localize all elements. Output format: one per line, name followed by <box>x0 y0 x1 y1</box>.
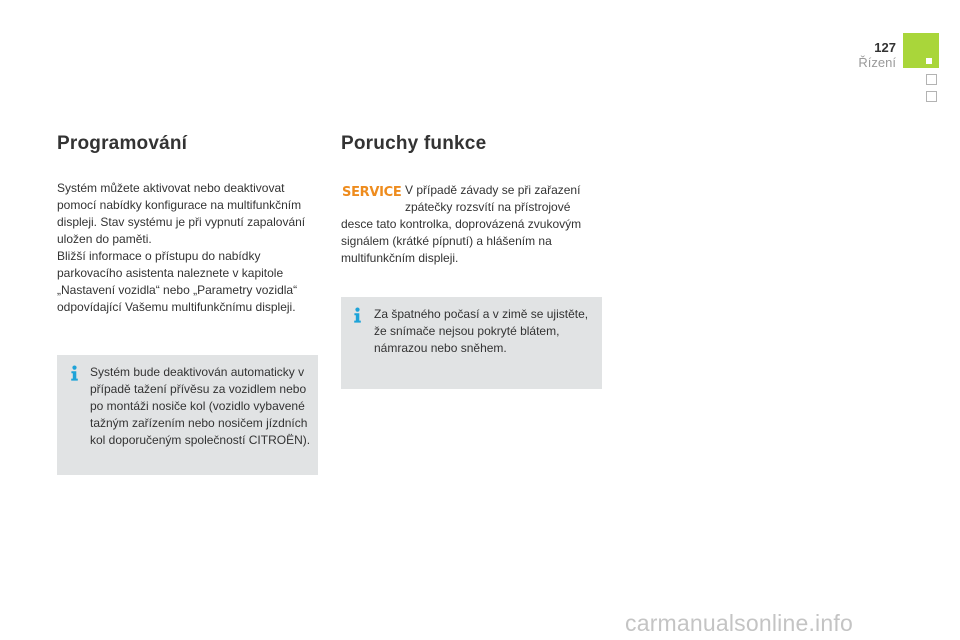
left-body-text <box>57 180 322 316</box>
chapter-tab-active <box>903 33 939 68</box>
info-note-left <box>57 355 318 475</box>
section-label: Řízení <box>858 55 896 70</box>
info-icon <box>68 365 81 381</box>
right-paragraph-rest: desce tato kontrolka, doprovázená zvukovým signálem (krátké pípnutí) a hlášením na multifunkčním displeji. <box>341 217 582 265</box>
heading-programovani: Programování <box>57 133 188 154</box>
page-number: 127 <box>874 40 896 55</box>
chapter-tab-box-1 <box>926 74 937 85</box>
watermark-link[interactable]: carmanualsonline.info <box>625 610 853 636</box>
left-paragraph-2: Bližší informace o přístupu do nabídky parkovacího asistenta naleznete v kapitole „Nastavení vozidla“ nebo „Parametry vozidla“ odpovídající Vašemu multifunkčnímu displeji. <box>57 249 298 314</box>
service-warning-icon: SERVICE <box>342 185 402 200</box>
chapter-tab-box-2 <box>926 91 937 102</box>
info-note-right-text: Za špatného počasí a v zimě se ujistěte, že snímače nejsou pokryté blátem, námrazou nebo sněhem. <box>374 307 589 355</box>
info-icon <box>351 307 364 323</box>
right-paragraph-first: V případě závady se při zařazení zpátečky rozsvítí na přístrojové <box>405 183 581 214</box>
heading-poruchy-funkce: Poruchy funkce <box>341 133 487 154</box>
info-note-right <box>341 297 602 389</box>
left-paragraph-1: Systém můžete aktivovat nebo deaktivovat pomocí nabídky konfigurace na multifunkčním displeji. Stav systému je při vypnutí zapalování uložen do paměti. <box>57 181 306 246</box>
chapter-tab-active-dot <box>926 58 932 64</box>
info-note-left-text: Systém bude deaktivován automaticky v případě tažení přívěsu za vozidlem nebo po montáži nosiče kol (vozidlo vybavené tažným zařízením nebo nosičem jízdních kol doporučeným společností CITROËN). <box>90 365 311 447</box>
